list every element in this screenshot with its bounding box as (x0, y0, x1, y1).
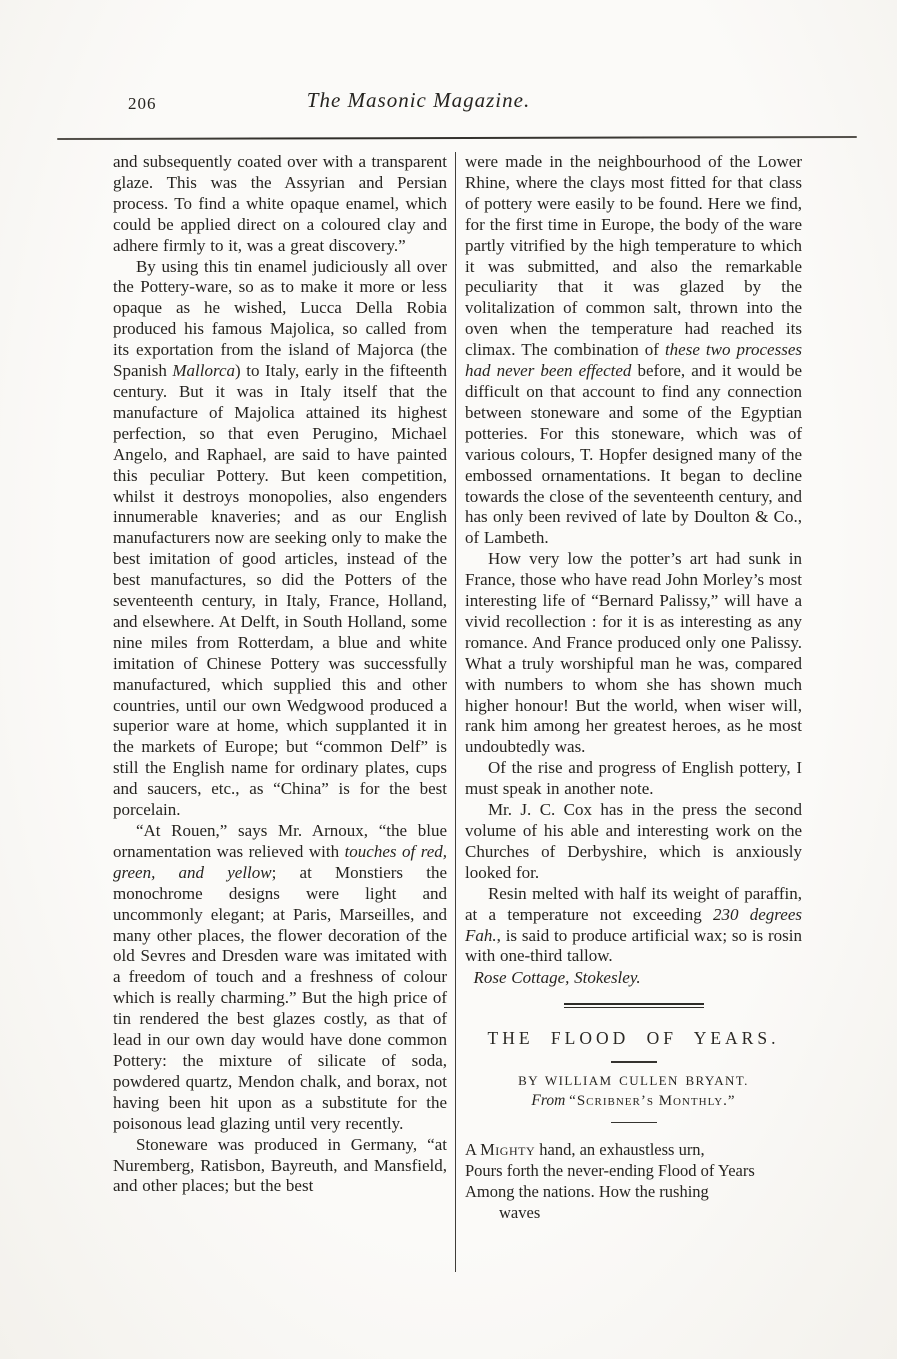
text-segment: Mighty (480, 1140, 536, 1160)
text-segment: and subsequently coated over with a transparent glaze. This was the Assyrian and Persian process. To find a white opaque enamel, which could be applied direct on a coloured clay and adhere firmly to it, was a great discovery.” (113, 152, 447, 255)
right-column-text (465, 152, 802, 967)
poem-line (465, 1202, 802, 1223)
text-segment: were made in the neighbourhood of the Lower Rhine, where the clays most fitted for that class of pottery were easily to be found. Here we find, for the first time in Europe, the body of the ware partly vitrified by the high temperature to which it was submitted, and also the remarkable peculiarity that it was glazed by the volitalization of common salt, thrown into the oven when the temperature had reached its climax. The combination of (465, 152, 802, 360)
text-segment: waves (499, 1203, 541, 1223)
poem-line (465, 1160, 802, 1181)
poem-body (465, 1139, 802, 1223)
article-byline: BY WILLIAM CULLEN BRYANT. (518, 1072, 749, 1088)
text-segment: ) to Italy, early in the fifteenth century. But it was in Italy itself that the manufacture of Majolica attained its highest perfection, so that even Perugino, Michael Angelo, and Raphael, are said to have painted this peculiar Pottery. But keen competition, whilst it destroys monopolies, also engenders innumerable knaveries; and as our English manufacturers now are seeking only to make the best imitation of good articles, instead of the best manufactures, so did the Potters of the seventeenth century, in Italy, France, Holland, and elsewhere. At Delft, in South Holland, some nine miles from Rotterdam, a blue and white imitation of Chinese Pottery was successfully manufactured, which supplied this and other countries, until our own Wedgwood produced a superior ware at home, which supplanted it in the markets of Europe; but “common Delf” is still the English name for ordinary plates, cups and saucers, etc., as “China” is for the best porcelain. (113, 361, 448, 820)
text-segment: How very low the potter’s art had sunk in France, those who have read John Morley’s most interesting life of “Bernard Palissy,” will have a vivid recollection : for it is as interesting as any romance. And France produced only one Palissy. What a truly worshipful man he was, compared with numbers to whom she has shown much higher honour! But the world, when wiser will, rank him among her greatest heroes, as he most undoubtedly was. (465, 549, 802, 757)
paragraph (465, 152, 802, 549)
paragraph (113, 152, 447, 257)
text-segment: Among the nations. How the rushing (465, 1182, 709, 1202)
text-segment: , is said to produce artificial wax; so is rosin with one-third tallow. (465, 925, 802, 966)
text-segment: hand, an exhaustless urn, (535, 1140, 705, 1160)
running-head (0, 88, 897, 128)
text-segment: “Scribner’s Monthly.” (569, 1092, 736, 1109)
text-segment: Pours forth the never-ending Flood of Years (465, 1161, 755, 1181)
paragraph (113, 1135, 447, 1198)
paragraph (465, 758, 802, 800)
text-columns (113, 152, 803, 1272)
header-rule (57, 136, 857, 140)
journal-title: The Masonic Magazine. (306, 88, 531, 112)
paragraph (113, 821, 447, 1135)
paragraph (465, 549, 802, 758)
text-segment: Mallorca (172, 361, 236, 381)
byline-rule (611, 1122, 657, 1124)
article-source (465, 1092, 802, 1110)
poem-line (465, 1181, 802, 1202)
article-title: THE FLOOD OF YEARS. (487, 1028, 780, 1049)
text-segment: Of the rise and progress of English pottery, I must speak in another note. (465, 758, 802, 799)
paragraph (465, 800, 802, 884)
text-segment: Mr. J. C. Cox has in the press the second volume of his able and interesting work on the Churches of Derbyshire, which is anxiously looked for. (465, 800, 802, 882)
signature-line: Rose Cottage, Stokesley. (473, 968, 641, 988)
text-segment: 230 degrees Fah. (465, 904, 802, 945)
text-segment: A (465, 1140, 481, 1160)
text-segment: ; at Monstiers the monochrome designs were light and uncommonly elegant; at Paris, Marseilles, and many other places, the flower decoration of the old Sevres and Dresden ware was imitated with a freedom of touch and a freshness of colour which is really charming.” But the high price of tin rendered the best glazes costly, as that of lead in our own day would have done common Pottery: the mixture of silicate of soda, powdered quartz, Mendon chalk, and borax, not having been hit upon as a substitute for the poisonous lead glazing until very recently. (113, 862, 448, 1133)
right-column (465, 152, 802, 1272)
column-divider-rule (455, 152, 456, 1272)
text-segment: touches of red, green, and yellow (113, 841, 447, 882)
text-segment: Resin melted with half its weight of paraffin, at a temperature not exceeding (465, 883, 802, 924)
text-segment: “At Rouen,” says Mr. Arnoux, “the blue ornamentation was relieved with (113, 821, 447, 861)
title-rule (611, 1061, 657, 1063)
page-number: 206 (128, 94, 157, 113)
text-segment: before, and it would be difficult on that account to find any connection between stoneware and some of the Egyptian potteries. For this stoneware, which was of various colours, T. Hopfer designed many of the embossed ornamentations. It began to decline towards the close of the seventeenth century, and has only been revived of late by Doulton & Co., of Lambeth. (465, 361, 802, 548)
text-segment: By using this tin enamel judiciously all over the Pottery-ware, so as to make it more or less opaque as he wished, Lucca Della Robia produced his famous Majolica, so called from its exportation from the island of Majorca (the Spanish (113, 256, 447, 381)
text-segment: From (531, 1091, 570, 1109)
text-segment: Stoneware was produced in Germany, “at Nuremberg, Ratisbon, Bayreuth, and Mansfield, and other places; but the best (113, 1134, 447, 1196)
paragraph (465, 884, 802, 968)
article-separator-rule (564, 1003, 704, 1008)
paragraph (113, 257, 447, 821)
text-segment: these two processes had never been effected (465, 340, 802, 381)
left-column (113, 152, 447, 1272)
poem-line (465, 1139, 802, 1160)
